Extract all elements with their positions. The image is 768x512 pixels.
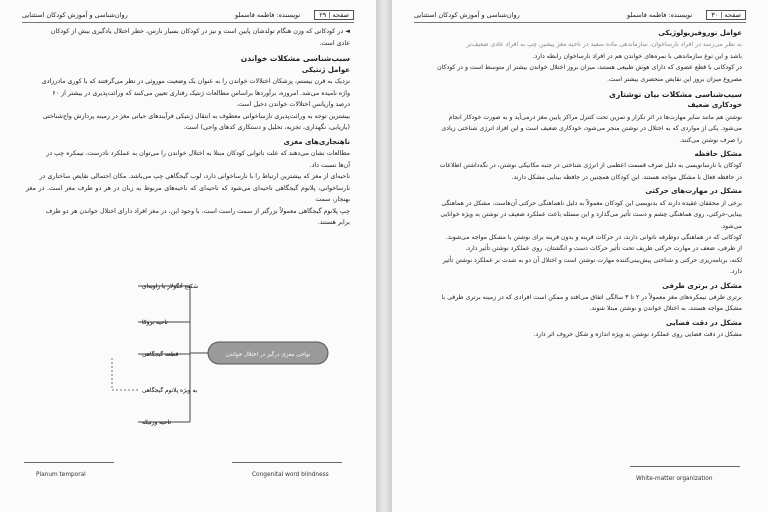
subsection-title: عوامل ژنتیکی	[301, 65, 350, 74]
text-line: می‌شود. یکی از مواردی که به اختلال در نوشتن منجر می‌شود، خودکاری ضعیف است و این افراد انرژی شناختی زیادی	[441, 125, 742, 133]
text-line: کودکانی که در هماهنگی دوطرفه ناتوانی دارند، در حرکات قرینه و بدون قرینه برای نوشتن با مشکل مواجه می‌شوند.	[445, 233, 742, 241]
text-line: (بازیابی، نگهداری، تجزیه، تحلیل و دستکاری کدهای واجی) است.	[183, 124, 350, 131]
text-line: مصروع میزان بروز این نقایص منحصری بیشتر است.	[607, 75, 742, 83]
subsection-title: مشکل در برتری طرفی	[662, 281, 742, 290]
subsection-title: خودکاری ضعیف	[687, 101, 742, 110]
diagram-branch: ناحیه بروکا	[142, 320, 168, 326]
text-line: بینایی-حرکتی، روی هماهنگی چشم و دست تأثیر می‌گذارد و این مسئله باعث عملکرد ضعیف در نوشتن به ویژه خوانایی	[440, 211, 742, 219]
text-line: می‌شود.	[720, 222, 742, 230]
header-author: نویسنده: فاطمه قاسملو	[627, 11, 693, 19]
left-body	[26, 26, 350, 229]
text-line: مشکل در دقت فضایی روی عملکرد نوشتن به ویژه اندازه و شکل حروف اثر دارد.	[533, 331, 742, 339]
left-page	[0, 0, 376, 512]
subsection-title: عوامل نوروفیزیولوژیکی	[658, 29, 742, 37]
right-page	[392, 0, 768, 512]
text-line: کودکان با نارسانویسی به دلیل صرف قسمت اعظمی از انرژی شناختی در جنبه مکانیکی نوشتن، در نگه‌داشتن اطلاعات	[439, 162, 742, 170]
diagram-branch: به ویژه پلانوم گیجگاهی	[142, 388, 198, 394]
text-line: دارد.	[729, 268, 742, 276]
footnote-rule	[24, 462, 114, 463]
subsection-title: مشکل در مهارت‌های حرکتی	[645, 187, 742, 196]
footnote-rule	[232, 462, 342, 463]
text-line: مطالعات نشان می‌دهند که علت ناتوانی کودکان مبتلا به اختلال خواندن را می‌توان به عملکرد نادرست، نیمکره چپ در	[46, 150, 350, 157]
diagram-branch: ناحیه ورنیکه	[142, 420, 171, 426]
text-line: ناحیه‌ای از مغز که بیشترین ارتباط را با نارساخوانی دارد، لوب گیجگاهی چپ می‌باشد. مکان احتمالی نقایص ساختاری در	[39, 173, 350, 180]
text-line: از طرفی، ضعف در مهارت حرکتی ظریف تحت تأثیر حرکات دست و انگشتان، روی عملکرد نوشتن تأثیر دارد.	[465, 245, 742, 253]
section-title: سبب‌شناسی مشکلات خواندن	[240, 54, 350, 63]
text-line: عادی است.	[319, 39, 350, 47]
text-line: را صرف نوشتن می‌کنند.	[679, 136, 742, 144]
text-line: نارساخوانی، پلانوم گیجگاهی ناحیه‌ای می‌شود که ناحیه‌ای که ناحیه‌های مربوط به زبان در هر دو طرف مغز است. در مغز بهنجار، سمت	[26, 184, 350, 203]
page-number: صفحه | ۳۰	[706, 10, 746, 20]
header-book-title: روان‌شناسی و آموزش کودکان استثنایی	[414, 11, 520, 19]
header-author: نویسنده: فاطمه قاسملو	[235, 11, 301, 19]
text-line: آن‌ها نسبت داد.	[309, 161, 350, 169]
text-line: درصد واریانس اختلالات خواندن دخیل است.	[236, 101, 350, 108]
footnote-right: Congenital word blindness	[252, 472, 329, 478]
diagram-branch: شکنج آنگولار یا زاویه‌ای	[142, 284, 199, 290]
header-book-title: روان‌شناسی و آموزش کودکان استثنایی	[22, 11, 128, 19]
subsection-title: مشکل حافظه	[694, 150, 742, 159]
brain-areas-diagram	[60, 272, 360, 442]
diagram-center-label: نواحی مغزی درگیر در اختلال خواندن	[225, 352, 311, 358]
right-page-header	[414, 8, 746, 23]
text-line: برتری طرفی نیمکره‌های مغز معمولاً در ۲ تا ۳ سالگی اتفاق می‌افتد و ممکن است افرادی که در زمینه برتری طرفی با	[441, 293, 742, 301]
footnote: White-matter organization	[636, 476, 713, 482]
text-line: باشد و این نوع سازماندهی با نمره‌های خواندن هم در افراد نارساخوان رابطه دارد.	[532, 52, 742, 60]
text-line: واژه نامیده می‌شد. امروزه، برآوردها براساس مطالعات ژنتیک رفتاری تعیین می‌کنند که وراثت‌پذیری در بیشتر از ۶۰	[52, 89, 350, 97]
subsection-title: ناهنجاری‌های مغزی	[283, 137, 350, 146]
page-number: صفحه | ۲۹	[314, 10, 354, 20]
left-page-header	[22, 8, 354, 23]
text-line: نوشتن هم مانند سایر مهارت‌ها در اثر تکرار و تمرین تحت کنترل مراکز پایین مغز درمی‌آید و به صورت خودکار انجام	[448, 113, 742, 121]
text-line: در حافظه فعال با مشکل مواجه هستند. این کودکان همچنین در حافظه بینایی مشکل دارند.	[511, 173, 742, 181]
footnote-left: Planum temporal	[36, 472, 86, 478]
text-line: برابر هستند.	[317, 219, 350, 226]
section-title: سبب‌شناسی مشکلات بیان نوشتاری	[609, 90, 742, 100]
text-line: نزدیک به قرن بیستم، پزشکان اختلالات خواندن را به عنوان یک وضعیت موروثی در نظر می‌گرفتند که با کوری مادرزادی	[41, 78, 350, 85]
text-line: برخی از محققان عقیده دارند که بدنویسی این کودکان معمولاً به دلیل ناهماهنگی حرکتی آن‌هاست. مشکل در هماهنگی	[441, 199, 742, 207]
footnote-rule	[630, 466, 740, 467]
text-line: در کودکانی با قطع عضوی که دارای هوش طبیعی هستند، میزان بروز اختلال خواندن بیشتر از متوسط است و در کودکان	[437, 64, 742, 72]
text-line: به نظر می‌رسد در افراد نارساخوان، سازماندهی ماده سفید در ناحیه مغز پیشین چپ به افراد عادی ضعیف‌تر	[466, 41, 742, 49]
text-line: بیشترین توجه به وراثت‌پذیری نارسا‌خوانی معطوف به انتقال ژنتیکی فرآیندهای حیاتی مغز در زمینه پردازش واج‌شناختی	[42, 112, 350, 120]
text-line: چپ پلانوم گیجگاهی معمولاً بزرگتر از سمت راست است، با وجود این، در مغز افراد دارای اختلال خواندن هر دو طرف	[45, 207, 350, 215]
right-body	[418, 28, 742, 341]
bullet-line: ◄ در کودکانی که وزن هنگام تولدشان پایین است و نیز در کودکان بسیار نارس، خطر اختلال یادگیری بیش از کودکان	[50, 28, 350, 35]
book-gutter	[376, 0, 392, 512]
text-line: لکنه، برنامه‌ریزی حرکتی و شناختی پیش‌بینی‌کننده مهارت نوشتن است و اختلال آن دو به شدت بر عملکرد نوشتن تأثیر	[442, 256, 742, 264]
diagram-branch: قطعه گیجگاهی	[142, 352, 179, 358]
subsection-title: مشکل در دقت فضایی	[665, 318, 742, 327]
text-line: مشکل مواجه هستند، به اختلال خواندن و نوشتن مبتلا شوند.	[589, 305, 742, 313]
